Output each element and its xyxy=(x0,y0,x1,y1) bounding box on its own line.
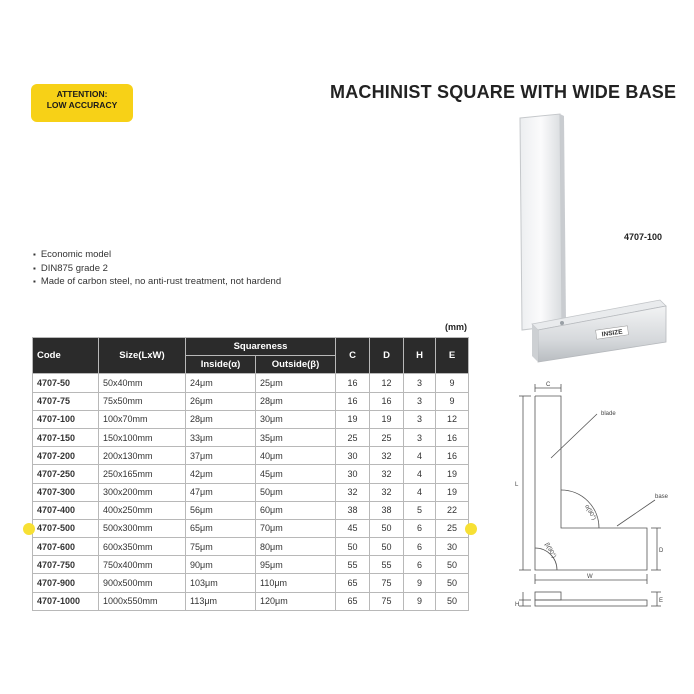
cell-e: 9 xyxy=(436,374,469,392)
cell-inside: 90μm xyxy=(186,556,256,574)
header-d: D xyxy=(370,338,404,374)
attention-badge xyxy=(31,84,133,122)
cell-h: 9 xyxy=(404,592,436,610)
cell-d: 50 xyxy=(370,538,404,556)
dim-e-label: E xyxy=(659,598,664,604)
cell-outside: 40μm xyxy=(256,447,336,465)
cell-size: 300x200mm xyxy=(99,483,186,501)
beta-angle-label: β(90°) xyxy=(543,542,557,560)
cell-e: 22 xyxy=(436,501,469,519)
cell-d: 25 xyxy=(370,428,404,446)
cell-e: 16 xyxy=(436,428,469,446)
cell-code: 4707-250 xyxy=(33,465,99,483)
cell-size: 75x50mm xyxy=(99,392,186,410)
cell-e: 30 xyxy=(436,538,469,556)
cell-size: 200x130mm xyxy=(99,447,186,465)
table-row xyxy=(33,374,469,392)
cell-h: 5 xyxy=(404,501,436,519)
table-row xyxy=(33,538,469,556)
cell-h: 3 xyxy=(404,374,436,392)
table-row xyxy=(33,501,469,519)
cell-code: 4707-100 xyxy=(33,410,99,428)
cell-c: 65 xyxy=(336,574,370,592)
cell-h: 6 xyxy=(404,538,436,556)
product-model-label: 4707-100 xyxy=(624,232,663,242)
header-squareness: Squareness xyxy=(186,338,336,356)
cell-e: 19 xyxy=(436,483,469,501)
cell-outside: 45μm xyxy=(256,465,336,483)
cell-outside: 28μm xyxy=(256,392,336,410)
blade-label: blade xyxy=(601,411,616,417)
table-row xyxy=(33,592,469,610)
cell-c: 16 xyxy=(336,392,370,410)
cell-c: 32 xyxy=(336,483,370,501)
cell-inside: 24μm xyxy=(186,374,256,392)
header-h: H xyxy=(404,338,436,374)
cell-h: 4 xyxy=(404,483,436,501)
cell-code: 4707-900 xyxy=(33,574,99,592)
cell-d: 38 xyxy=(370,501,404,519)
cell-h: 3 xyxy=(404,410,436,428)
table-row xyxy=(33,556,469,574)
cell-inside: 113μm xyxy=(186,592,256,610)
table-row xyxy=(33,428,469,446)
cell-h: 9 xyxy=(404,574,436,592)
cell-outside: 25μm xyxy=(256,374,336,392)
cell-code: 4707-50 xyxy=(33,374,99,392)
cell-e: 9 xyxy=(436,392,469,410)
cell-e: 25 xyxy=(436,519,469,537)
cell-c: 50 xyxy=(336,538,370,556)
cell-d: 19 xyxy=(370,410,404,428)
cell-e: 16 xyxy=(436,447,469,465)
spec-table-body xyxy=(33,374,469,610)
feature-item: ▪ DIN875 grade 2 xyxy=(33,262,281,276)
dim-h-label: H xyxy=(515,602,520,608)
cell-size: 500x300mm xyxy=(99,519,186,537)
cell-h: 4 xyxy=(404,465,436,483)
cell-inside: 33μm xyxy=(186,428,256,446)
page-title: MACHINIST SQUARE WITH WIDE BASE xyxy=(330,82,677,102)
table-row xyxy=(33,392,469,410)
cell-inside: 56μm xyxy=(186,501,256,519)
table-row xyxy=(33,465,469,483)
cell-size: 750x400mm xyxy=(99,556,186,574)
cell-code: 4707-300 xyxy=(33,483,99,501)
cell-h: 4 xyxy=(404,447,436,465)
cell-code: 4707-75 xyxy=(33,392,99,410)
table-row xyxy=(33,410,469,428)
dim-c-label: C xyxy=(546,382,551,388)
cell-d: 55 xyxy=(370,556,404,574)
cell-d: 50 xyxy=(370,519,404,537)
header-outside: Outside(β) xyxy=(256,356,336,374)
table-row xyxy=(33,483,469,501)
header-c: C xyxy=(336,338,370,374)
cell-inside: 47μm xyxy=(186,483,256,501)
cell-code: 4707-500 xyxy=(33,519,99,537)
cell-inside: 42μm xyxy=(186,465,256,483)
cell-h: 6 xyxy=(404,556,436,574)
cell-code: 4707-400 xyxy=(33,501,99,519)
cell-c: 30 xyxy=(336,447,370,465)
cell-size: 50x40mm xyxy=(99,374,186,392)
cell-outside: 50μm xyxy=(256,483,336,501)
cell-d: 12 xyxy=(370,374,404,392)
cell-inside: 65μm xyxy=(186,519,256,537)
feature-item: ▪ Made of carbon steel, no anti-rust treatment, not hardend xyxy=(33,275,281,289)
cell-e: 50 xyxy=(436,592,469,610)
base-label: base xyxy=(655,494,669,500)
table-row xyxy=(33,574,469,592)
cell-inside: 75μm xyxy=(186,538,256,556)
cell-inside: 26μm xyxy=(186,392,256,410)
cell-outside: 120μm xyxy=(256,592,336,610)
unit-label: (mm) xyxy=(445,322,467,332)
highlight-dot-right xyxy=(465,523,477,535)
feature-list xyxy=(33,248,281,289)
cell-c: 25 xyxy=(336,428,370,446)
badge-line-1: ATTENTION: xyxy=(56,89,108,99)
cell-size: 100x70mm xyxy=(99,410,186,428)
product-brand-logo: INSIZE xyxy=(601,328,624,339)
cell-d: 75 xyxy=(370,592,404,610)
cell-c: 30 xyxy=(336,465,370,483)
cell-outside: 110μm xyxy=(256,574,336,592)
cell-h: 3 xyxy=(404,392,436,410)
dim-w-label: W xyxy=(587,574,593,580)
cell-outside: 70μm xyxy=(256,519,336,537)
cell-c: 45 xyxy=(336,519,370,537)
alpha-angle-label: α(90°) xyxy=(583,504,597,522)
cell-code: 4707-200 xyxy=(33,447,99,465)
header-size: Size(LxW) xyxy=(99,338,186,374)
cell-inside: 103μm xyxy=(186,574,256,592)
cell-e: 12 xyxy=(436,410,469,428)
dim-d-label: D xyxy=(659,548,664,554)
header-code: Code xyxy=(33,338,99,374)
header-inside: Inside(α) xyxy=(186,356,256,374)
cell-inside: 37μm xyxy=(186,447,256,465)
cell-d: 32 xyxy=(370,447,404,465)
cell-d: 16 xyxy=(370,392,404,410)
cell-outside: 60μm xyxy=(256,501,336,519)
cell-e: 50 xyxy=(436,556,469,574)
cell-code: 4707-1000 xyxy=(33,592,99,610)
cell-c: 38 xyxy=(336,501,370,519)
cell-e: 19 xyxy=(436,465,469,483)
cell-e: 50 xyxy=(436,574,469,592)
cell-outside: 35μm xyxy=(256,428,336,446)
technical-drawing xyxy=(505,378,675,628)
cell-size: 150x100mm xyxy=(99,428,186,446)
cell-outside: 95μm xyxy=(256,556,336,574)
cell-code: 4707-600 xyxy=(33,538,99,556)
cell-h: 3 xyxy=(404,428,436,446)
highlight-dot-left xyxy=(23,523,35,535)
feature-item: ▪ Economic model xyxy=(33,248,281,262)
cell-c: 55 xyxy=(336,556,370,574)
cell-d: 32 xyxy=(370,483,404,501)
table-row xyxy=(33,519,469,537)
cell-size: 1000x550mm xyxy=(99,592,186,610)
cell-code: 4707-750 xyxy=(33,556,99,574)
cell-h: 6 xyxy=(404,519,436,537)
cell-c: 16 xyxy=(336,374,370,392)
cell-c: 65 xyxy=(336,592,370,610)
cell-size: 600x350mm xyxy=(99,538,186,556)
cell-d: 32 xyxy=(370,465,404,483)
cell-outside: 80μm xyxy=(256,538,336,556)
header-e: E xyxy=(436,338,469,374)
cell-code: 4707-150 xyxy=(33,428,99,446)
cell-c: 19 xyxy=(336,410,370,428)
cell-size: 400x250mm xyxy=(99,501,186,519)
table-row xyxy=(33,447,469,465)
cell-d: 75 xyxy=(370,574,404,592)
cell-size: 250x165mm xyxy=(99,465,186,483)
cell-size: 900x500mm xyxy=(99,574,186,592)
cell-outside: 30μm xyxy=(256,410,336,428)
cell-inside: 28μm xyxy=(186,410,256,428)
spec-table xyxy=(32,337,469,611)
badge-line-2: LOW ACCURACY xyxy=(46,100,118,110)
dim-l-label: L xyxy=(515,482,519,488)
